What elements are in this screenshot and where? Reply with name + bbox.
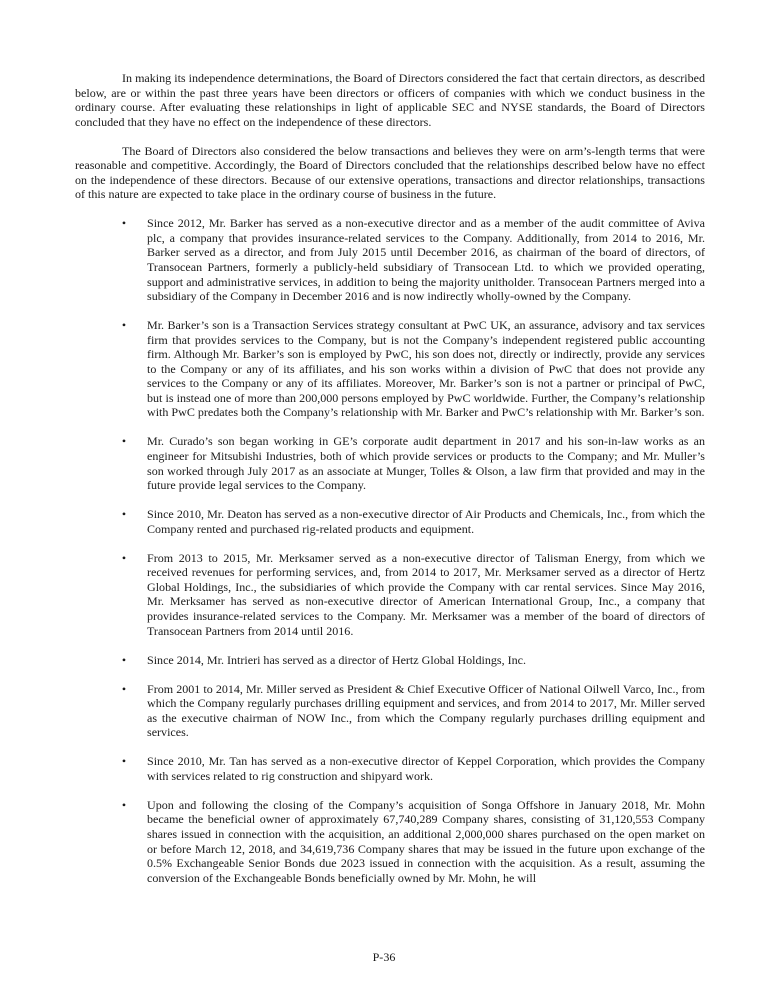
list-item-text: Since 2010, Mr. Deaton has served as a non-executive director of Air Products and Chemicals, Inc., from which the Company rented and purchased rig-related products and equipment. <box>147 507 705 536</box>
list-item-barker-aviva <box>75 216 705 303</box>
bullet-icon: • <box>121 797 127 812</box>
list-item-text: Since 2010, Mr. Tan has served as a non-executive director of Keppel Corporation, which provides the Company with services related to rig construction and shipyard work. <box>147 754 705 783</box>
bullet-icon: • <box>121 507 127 522</box>
list-item-tan <box>75 754 705 783</box>
list-item-merksamer <box>75 551 705 638</box>
bullet-icon: • <box>121 681 127 696</box>
list-item-text: Mr. Curado’s son began working in GE’s corporate audit department in 2017 and his son-in-law works as an engineer for Mitsubishi Industries, both of which provide services or products to the Company; and Mr. Muller’s son worked through July 2017 as an associate at Munger, Tolles & Olson, a law firm that provided and may in the future provide legal services to the Company. <box>147 434 705 493</box>
list-item-deaton <box>75 507 705 536</box>
director-relationships-list <box>75 216 705 885</box>
bullet-icon: • <box>121 652 127 667</box>
list-item-text: Since 2014, Mr. Intrieri has served as a director of Hertz Global Holdings, Inc. <box>147 652 527 667</box>
list-item-barker-son-pwc <box>75 318 705 420</box>
list-item-text: From 2001 to 2014, Mr. Miller served as President & Chief Executive Officer of National Oilwell Varco, Inc., from which the Company regularly purchases drilling equipment and services, and from 2014 to 2017, Mr. Miller served as the executive chairman of NOW Inc., from which the Company regularly purchases drilling equipment and services. <box>147 681 705 740</box>
list-item-text: From 2013 to 2015, Mr. Merksamer served as a non-executive director of Talisman Energy, from which we received revenues for performing services, and, from 2014 to 2017, Mr. Merksamer served as a director of Hertz Global Holdings, Inc., the subsidiaries of which provide the Company with car rental services. Since May 2016, Mr. Merksamer has served as non-executive director of American International Group, Inc., a company that provides insurance-related services to the Company. Mr. Merksamer was a member of the board of directors of Transocean Partners from 2014 until 2016. <box>147 550 705 638</box>
list-item-curado-muller <box>75 434 705 492</box>
list-item-miller <box>75 682 705 740</box>
document-page <box>75 71 705 900</box>
bullet-icon: • <box>121 318 127 333</box>
intro-paragraph-transactions: The Board of Directors also considered the below transactions and believes they were on arm’s-length terms that were reasonable and competitive. Accordingly, the Board of Directors concluded that the relationships described below have no effect on the independence of these directors. Because of our extensive operations, transactions and director relationships, transactions of this nature are expected to take place in the ordinary course of business in the future. <box>75 143 705 202</box>
list-item-text: Since 2012, Mr. Barker has served as a non-executive director and as a member of the audit committee of Aviva plc, a company that provides insurance-related services to the Company. Additionally, from 2014 to 2016, Mr. Barker served as a director, and from July 2015 until December 2016, as chairman of the board of directors, of Transocean Partners, formerly a publicly-held subsidiary of Transocean Ltd. to which we provided operating, support and administrative services, in addition to being the majority unitholder. Transocean Partners merged into a subsidiary of the Company in December 2016 and is now indirectly wholly-owned by the Company. <box>147 216 705 304</box>
bullet-icon: • <box>121 550 127 565</box>
page-number: P-36 <box>372 950 396 964</box>
list-item-text: Upon and following the closing of the Company’s acquisition of Songa Offshore in January 2018, Mr. Mohn became the beneficial owner of approximately 67,740,289 Company shares, consisting of 31,120,553 Company shares issued in connection with the acquisition, an additional 2,000,000 shares purchased on the open market on or before March 12, 2018, and 34,619,736 Company shares that may be issued in the future upon exchange of the 0.5% Exchangeable Senior Bonds due 2023 issued in connection with the acquisition. As a result, assuming the conversion of the Exchangeable Bonds beneficially owned by Mr. Mohn, he will <box>147 797 705 885</box>
list-item-text: Mr. Barker’s son is a Transaction Services strategy consultant at PwC UK, an assurance, advisory and tax services firm that provides services to the Company, but is not the Company’s independent registered public accounting firm. Although Mr. Barker’s son is employed by PwC, his son does not, directly or indirectly, provide any services to the Company or any of its affiliates, and his son works within a division of PwC that does not provide any services to the Company or any of its affiliates. Moreover, Mr. Barker’s son is not a partner or principal of PwC, but is instead one of more than 200,000 persons employed by PwC worldwide. Further, the Company’s relationship with PwC predates both the Company’s relationship with Mr. Barker and PwC’s relationship with Mr. Barker’s son. <box>147 318 705 420</box>
list-item-mohn <box>75 798 705 885</box>
bullet-icon: • <box>121 434 127 449</box>
list-item-intrieri <box>75 653 705 668</box>
bullet-icon: • <box>121 216 127 231</box>
bullet-icon: • <box>121 754 127 769</box>
intro-paragraph-independence: In making its independence determinations, the Board of Directors considered the fact that certain directors, as described below, are or within the past three years have been directors or officers of companies with which we conduct business in the ordinary course. After evaluating these relationships in light of applicable SEC and NYSE standards, the Board of Directors concluded that they have no effect on the independence of these directors. <box>75 71 705 129</box>
